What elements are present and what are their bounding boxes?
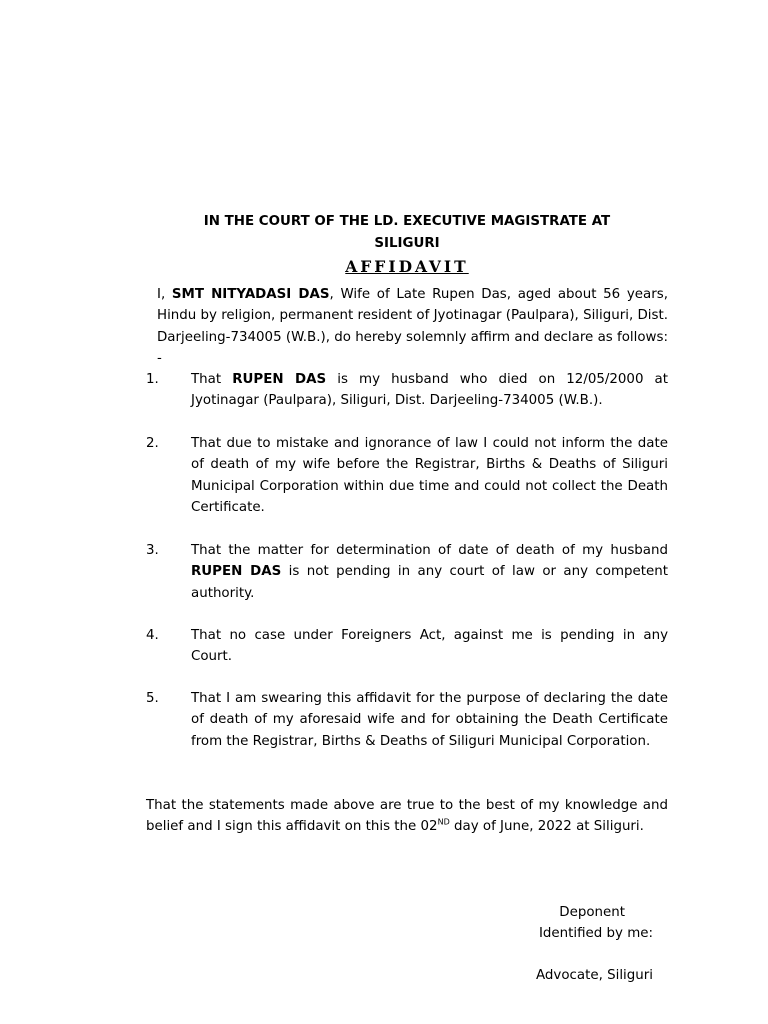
closing-statement bbox=[146, 795, 668, 838]
date-suffix: ND bbox=[437, 817, 450, 827]
intro-paragraph bbox=[157, 284, 668, 370]
identified-label: Identified by me: bbox=[538, 926, 653, 941]
closing-pre: That the statements made above are true to the best of my knowledge and belief and I sign this affidavit on this the 02 bbox=[146, 798, 668, 835]
closing-post: day of June, 2022 at Siliguri. bbox=[449, 819, 644, 835]
paragraph-text-pre: That the matter for determination of date of death of my husband bbox=[191, 543, 668, 558]
document-title: AFFIDAVIT bbox=[345, 257, 469, 276]
intro-post: , Wife of Late Rupen Das, aged about 56 years, Hindu by religion, permanent resident of Jyotinagar (Paulpara), Siliguri, Dist. Darjeeling-734005 (W.B.), do hereby solemnly affirm and declare as follows: - bbox=[157, 287, 668, 367]
paragraph-number: 1. bbox=[146, 372, 159, 387]
paragraph-2 bbox=[146, 433, 668, 519]
paragraph-text bbox=[191, 540, 668, 604]
court-heading-line2: SILIGURI bbox=[374, 235, 440, 251]
paragraph-text-post: is not pending in any court of law or any competent authority. bbox=[191, 564, 668, 601]
deponent-name: SMT NITYADASI DAS bbox=[171, 287, 330, 302]
intro-pre: I, bbox=[157, 287, 172, 302]
paragraph-5 bbox=[146, 688, 668, 752]
paragraph-3 bbox=[146, 540, 668, 604]
paragraph-number: 5. bbox=[146, 691, 159, 706]
paragraph-1 bbox=[146, 369, 668, 412]
paragraph-text: That due to mistake and ignorance of law I could not inform the date of death of my wife before the Registrar, Births & Deaths of Siliguri Municipal Corporation within due time and could not collect the Death Certificate. bbox=[191, 436, 668, 516]
paragraph-4 bbox=[146, 625, 668, 668]
paragraph-number: 2. bbox=[146, 436, 159, 451]
court-heading bbox=[146, 211, 668, 254]
advocate-label: Advocate, Siliguri bbox=[536, 968, 653, 983]
deponent-label: Deponent bbox=[559, 905, 625, 920]
court-heading-line1: IN THE COURT OF THE LD. EXECUTIVE MAGISTRATE AT bbox=[203, 214, 611, 229]
paragraph-text: That I am swearing this affidavit for the purpose of declaring the date of death of my aforesaid wife and for obtaining the Death Certificate from the Registrar, Births & Deaths of Siliguri Municipal Corporation. bbox=[191, 691, 668, 749]
paragraph-text-pre: That bbox=[191, 372, 233, 387]
paragraph-text-post: is my husband who died on 12/05/2000 at Jyotinagar (Paulpara), Siliguri, Dist. Darjeeling-734005 (W.B.). bbox=[191, 372, 668, 409]
paragraph-number: 4. bbox=[146, 628, 159, 643]
husband-name: RUPEN DAS bbox=[232, 372, 327, 387]
paragraph-text bbox=[191, 369, 668, 412]
paragraph-text: That no case under Foreigners Act, against me is pending in any Court. bbox=[191, 628, 668, 665]
husband-name: RUPEN DAS bbox=[191, 564, 282, 580]
paragraph-number: 3. bbox=[146, 543, 159, 558]
